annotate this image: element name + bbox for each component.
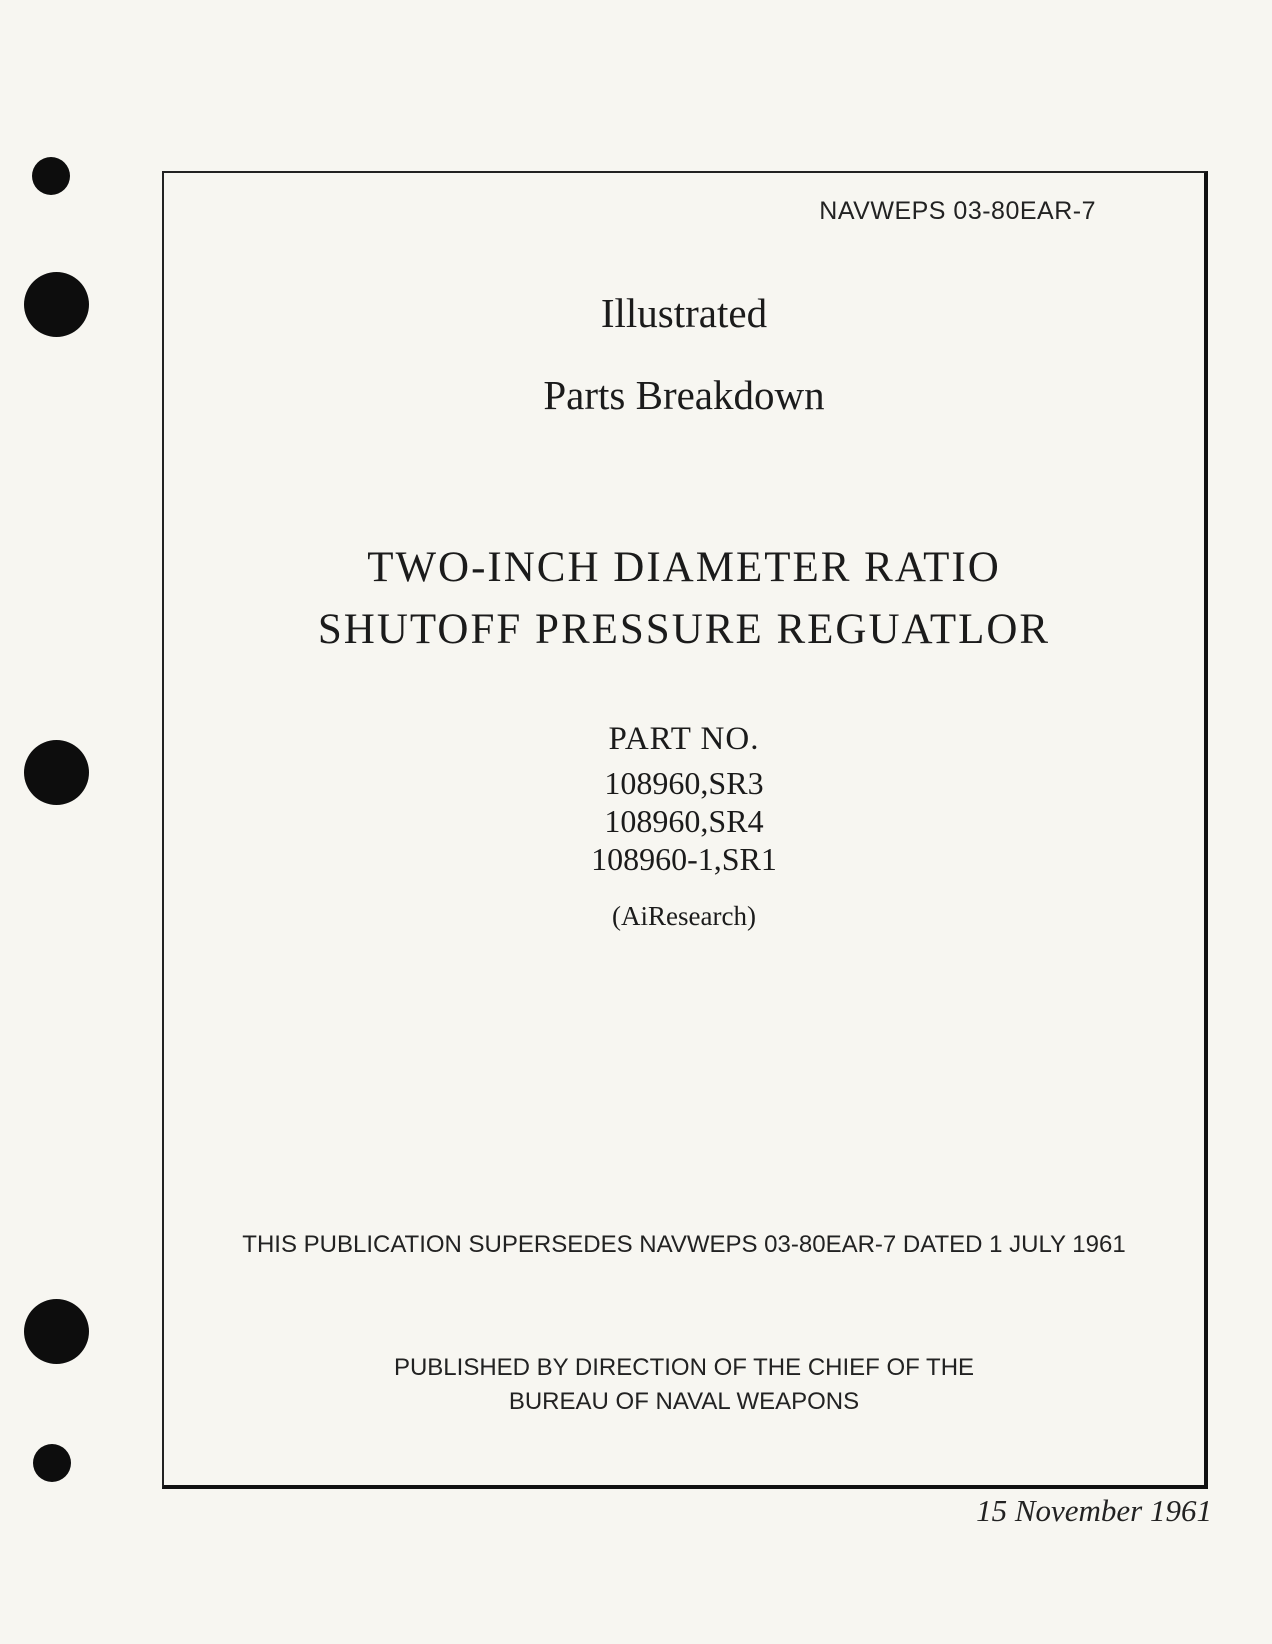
document-number: NAVWEPS 03-80EAR-7 — [819, 197, 1096, 225]
part-number-item: 108960-1,SR1 — [591, 841, 777, 877]
heading-line-1: Illustrated — [600, 290, 768, 336]
heading-line-2: Parts Breakdown — [543, 372, 825, 418]
binder-hole — [32, 157, 70, 195]
supersedes-notice: THIS PUBLICATION SUPERSEDES NAVWEPS 03-80EAR-7 DATED 1 JULY 1961 — [242, 1231, 1126, 1258]
binder-hole — [24, 1299, 89, 1364]
published-by-line-2: BUREAU OF NAVAL WEAPONS — [508, 1388, 860, 1415]
part-number-item: 108960,SR3 — [604, 765, 764, 801]
publication-date: 15 November 1961 — [976, 1493, 1212, 1528]
title-line-2: SHUTOFF PRESSURE REGUATLOR — [317, 606, 1051, 653]
title-line-1: TWO-INCH DIAMETER RATIO — [367, 544, 1001, 591]
binder-hole — [24, 272, 89, 337]
binder-hole — [24, 740, 89, 805]
manufacturer: (AiResearch) — [612, 901, 756, 931]
cover-frame — [162, 171, 1208, 1489]
part-number-item: 108960,SR4 — [604, 803, 764, 839]
part-number-label: PART NO. — [608, 721, 760, 757]
binder-hole — [33, 1444, 71, 1482]
published-by-line-1: PUBLISHED BY DIRECTION OF THE CHIEF OF THE — [393, 1354, 975, 1381]
